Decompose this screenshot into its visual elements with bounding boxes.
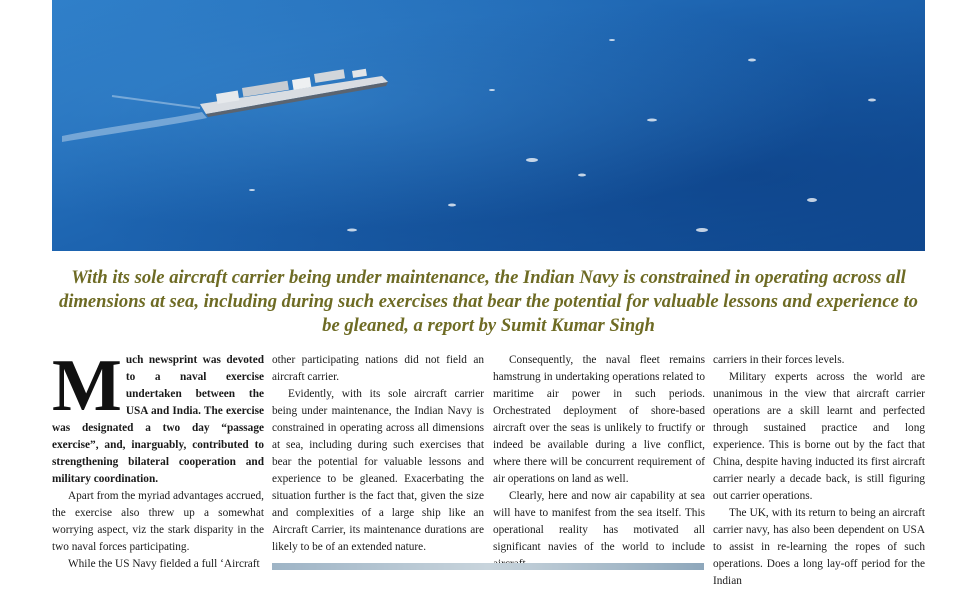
- paragraph: carriers in their forces levels.: [713, 354, 845, 366]
- paragraph: Apart from the myriad advantages accrued, the exercise also threw up a somewhat worrying aspect, viz the stark disparity in the two naval forces participating.: [52, 490, 264, 553]
- ship-at-sea-image: [52, 0, 925, 251]
- lead-paragraph: uch newsprint was devoted to a naval exercise undertaken between the USA and India. The exercise was designated a two day “passage exercise”, and, inarguably, contributed to strengthening bilateral cooperation and military coordination.: [52, 354, 264, 485]
- column-4: [713, 352, 925, 590]
- paragraph: other participating nations did not field an aircraft carrier.: [272, 354, 484, 383]
- paragraph: Evidently, with its sole aircraft carrier being under maintenance, the Indian Navy is constrained in operating across all dimensions at sea, including during such exercises that bear the potential for valuable lessons and experience to be gleaned. Exacerbating the situation further is the fact that, given the size and complexities of a large ship like an Aircraft Carrier, its maintenance durations are likely to be of an extended nature.: [272, 388, 484, 553]
- column-1: [52, 345, 264, 573]
- paragraph: Clearly, here and now air capability at sea will have to manifest from the sea itself. This operational reality has motivated all significant navies of the world to include: [493, 490, 705, 553]
- column-2: [272, 352, 484, 556]
- hero-photo: [52, 0, 925, 251]
- inset-photo: [272, 563, 704, 570]
- column-3: [493, 352, 705, 573]
- paragraph: Consequently, the naval fleet remains hamstrung in undertaking operations related to maritime air power in such periods. Orchestrated deployment of shore-based aircraft over the seas is unlikely to fructify or indeed be available during a live conflict, where there will be concurrent requirement of air operations on land as well.: [493, 354, 705, 485]
- paragraph: The UK, with its return to being an aircraft carrier navy, has also been dependent on USA to assist in re-learning the ropes of such operations. Does a long lay-off period for the Indian: [713, 507, 925, 587]
- drop-cap: M: [52, 345, 122, 427]
- article-deck: With its sole aircraft carrier being under maintenance, the Indian Navy is constrained in operating across all dimensions at sea, including during such exercises that bear the potential for valuable lessons and experience to be gleaned, a report by Sumit Kumar Singh: [59, 267, 918, 336]
- paragraph: Military experts across the world are unanimous in the view that aircraft carrier operations are a skill learnt and perfected through sustained practice and long experience. This is borne out by the fact that China, despite having inducted its first aircraft carrier nearly a decade back, is still figuring out carrier operations.: [713, 371, 925, 502]
- paragraph: While the US Navy fielded a full ‘Aircraft: [68, 558, 260, 570]
